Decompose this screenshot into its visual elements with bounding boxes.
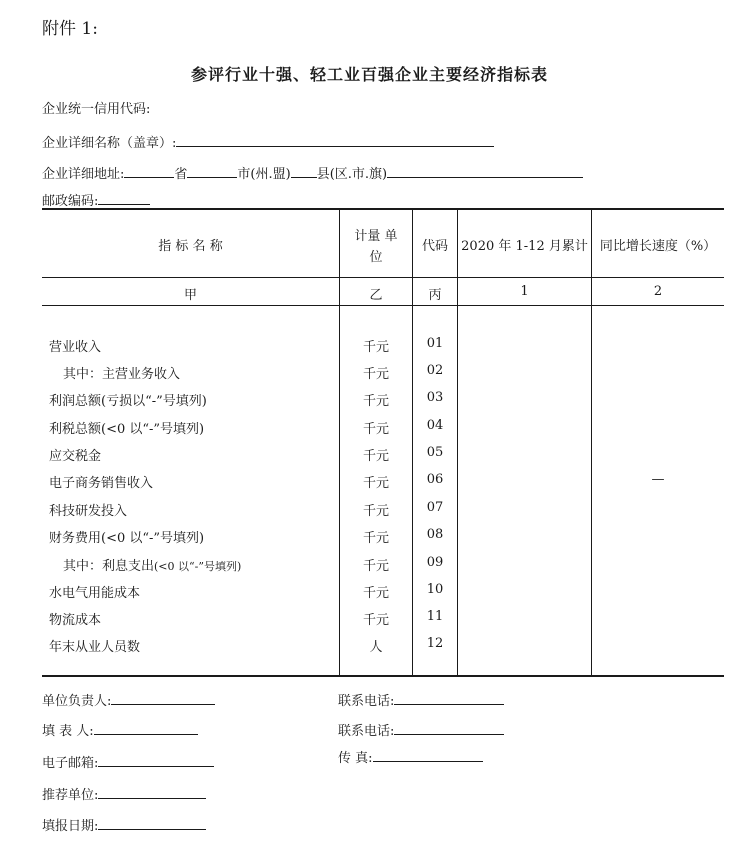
- table-header-divider: [42, 277, 724, 278]
- row-name: 营业收入: [49, 340, 102, 355]
- company-name-field[interactable]: [176, 132, 494, 147]
- row-name: 其中：利息支出: [63, 559, 155, 574]
- email-label: 电子邮箱:: [42, 756, 99, 771]
- form-title: 参评行业十强、轻工业百强企业主要经济指标表: [190, 65, 548, 84]
- company-name-label: 企业详细名称（盖章）:: [42, 136, 177, 151]
- head-field[interactable]: [111, 690, 215, 705]
- postcode-field[interactable]: [98, 190, 150, 205]
- col-divider-growth: [591, 208, 592, 676]
- table-bottom-border: [42, 675, 724, 677]
- col-label-unit: 乙: [369, 288, 383, 303]
- city-field[interactable]: [187, 163, 237, 178]
- province-field[interactable]: [124, 163, 174, 178]
- row-name: 应交税金: [49, 449, 102, 464]
- row-code: 11: [426, 609, 444, 624]
- address-row: [42, 163, 583, 182]
- row-growth-dash: —: [651, 472, 665, 487]
- city-label: 市(州.盟): [237, 167, 291, 182]
- phone2-row: [338, 720, 504, 739]
- row-code: 01: [426, 336, 444, 351]
- col-header-growth: 同比增长速度（%）: [599, 239, 717, 254]
- row-code: 12: [426, 636, 444, 651]
- filler-row: [42, 720, 198, 739]
- phone1-field[interactable]: [394, 690, 504, 705]
- province-label: 省: [174, 167, 188, 182]
- county-label: 县(区.市.旗): [316, 167, 388, 182]
- head-row: [42, 690, 215, 709]
- fax-label: 传 真:: [338, 751, 373, 766]
- row-name: 科技研发投入: [49, 504, 128, 519]
- row-code: 02: [426, 363, 444, 378]
- phone1-row: [338, 690, 504, 709]
- col-label-cumulative: 1: [520, 284, 529, 299]
- row-code: 09: [426, 555, 444, 570]
- table-label-divider: [42, 305, 724, 306]
- head-label: 单位负责人:: [42, 694, 112, 709]
- row-unit: 千元: [362, 531, 389, 546]
- credit-code-row: [42, 98, 150, 117]
- recommender-field[interactable]: [98, 784, 206, 799]
- date-label: 填报日期:: [42, 819, 99, 834]
- row-unit: 千元: [362, 367, 389, 382]
- row-unit: 千元: [362, 504, 389, 519]
- row-code: 06: [426, 472, 444, 487]
- fax-row: [338, 747, 483, 766]
- row-unit: 千元: [362, 422, 389, 437]
- row-unit: 千元: [362, 340, 389, 355]
- row-name: 财务费用(<0 以“-”号填列): [49, 531, 205, 546]
- recommender-label: 推荐单位:: [42, 788, 99, 803]
- col-header-cumulative: 2020 年 1-12 月累计: [461, 239, 588, 254]
- phone1-label: 联系电话:: [338, 694, 395, 709]
- row-name: 物流成本: [49, 613, 102, 628]
- row-unit: 千元: [362, 559, 389, 574]
- postcode-label: 邮政编码:: [42, 194, 99, 209]
- row-unit: 千元: [362, 586, 389, 601]
- col-header-name: 指 标 名 称: [158, 239, 223, 254]
- col-divider-cumulative: [457, 208, 458, 676]
- row-code: 07: [426, 500, 444, 515]
- row-name: 年末从业人员数: [49, 640, 141, 655]
- credit-code-label: 企业统一信用代码:: [42, 102, 151, 117]
- row-unit: 千元: [362, 394, 389, 409]
- email-row: [42, 752, 214, 771]
- annex-label: 附件 1:: [42, 19, 98, 39]
- table-top-border: [42, 208, 724, 210]
- col-header-unit-line2: 位: [369, 250, 383, 265]
- col-divider-code: [412, 208, 413, 676]
- row-unit: 千元: [362, 449, 389, 464]
- postcode-row: [42, 190, 150, 209]
- phone2-label: 联系电话:: [338, 724, 395, 739]
- col-label-name: 甲: [183, 288, 197, 303]
- county-field[interactable]: [291, 163, 317, 178]
- col-label-code: 丙: [428, 288, 442, 303]
- date-field[interactable]: [98, 815, 206, 830]
- row-unit: 人: [369, 640, 383, 655]
- row-name: 利润总额(亏损以“-”号填列): [49, 394, 207, 409]
- row-name: 电子商务销售收入: [49, 476, 154, 491]
- row-unit: 千元: [362, 476, 389, 491]
- row-code: 03: [426, 390, 444, 405]
- company-name-row: [42, 132, 494, 151]
- row-name-note: (<0 以“-”号填列): [154, 560, 242, 573]
- col-header-code: 代码: [421, 239, 448, 254]
- recommender-row: [42, 784, 206, 803]
- col-label-growth: 2: [653, 284, 663, 299]
- row-code: 04: [426, 418, 444, 433]
- row-code: 05: [426, 445, 444, 460]
- date-row: [42, 815, 206, 834]
- row-name: 水电气用能成本: [49, 586, 141, 601]
- row-code: 08: [426, 527, 444, 542]
- row-name-wrap: [63, 555, 241, 574]
- email-field[interactable]: [98, 752, 214, 767]
- row-name: 利税总额(<0 以“-”号填列): [49, 422, 205, 437]
- street-field[interactable]: [387, 163, 583, 178]
- row-code: 10: [426, 582, 444, 597]
- filler-label: 填 表 人:: [42, 724, 94, 739]
- col-header-unit-line1: 计量 单: [354, 229, 398, 244]
- address-label: 企业详细地址:: [42, 167, 125, 182]
- fax-field[interactable]: [373, 747, 483, 762]
- row-unit: 千元: [362, 613, 389, 628]
- filler-field[interactable]: [94, 720, 198, 735]
- row-name: 其中：主营业务收入: [63, 367, 181, 382]
- phone2-field[interactable]: [394, 720, 504, 735]
- col-divider-unit: [339, 208, 340, 676]
